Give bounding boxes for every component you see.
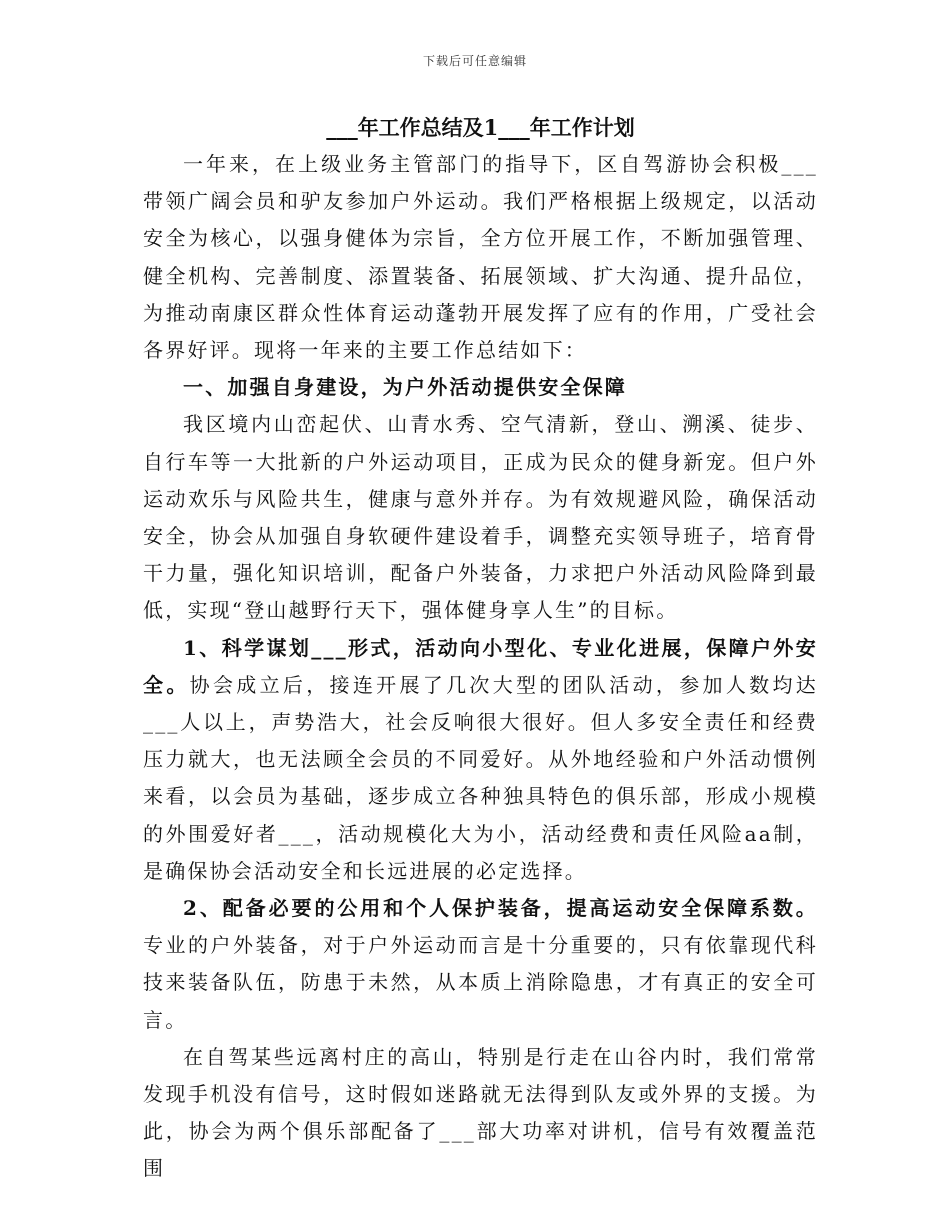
item2-paragraph [143, 890, 818, 1039]
section1-paragraph: 我区境内山峦起伏、山青水秀、空气清新，登山、溯溪、徒步、自行车等一大批新的户外运动项目，正成为民众的健身新宠。但户外运动欢乐与风险共生，健康与意外并存。为有效规避风险，确保活动安全，协会从加强自身软硬件建设着手，调整充实领导班子，培育骨干力量，强化知识培训，配备户外装备，力求把户外活动风险降到最低，实现“登山越野行天下，强体健身享人生”的目标。 [143, 412, 818, 623]
item1-paragraph [143, 630, 818, 890]
last-paragraph: 在自驾某些远离村庄的高山，特别是行走在山谷内时，我们常常发现手机没有信号，这时假如迷路就无法得到队友或外界的支援。为此，协会为两个俱乐部配备了___部大功率对讲机，信号有效覆盖范围 [143, 1044, 818, 1181]
document-title: ___年工作总结及1___年工作计划 [326, 115, 635, 140]
header-note: 下载后可任意编辑 [422, 54, 527, 68]
section1-heading: 一、加强自身建设，为户外活动提供安全保障 [183, 375, 627, 400]
item2-heading: 2、配备必要的公用和个人保护装备，提高运动安全保障系数。 [183, 896, 818, 921]
item1-body: 协会成立后，接连开展了几次大型的团队活动，参加人数均达___人以上，声势浩大，社会反响很大很好。但人多安全责任和经费压力就大，也无法顾全会员的不同爱好。从外地经验和户外活动惯例来看，以会员为基础，逐步成立各种独具特色的俱乐部，形成小规模的外围爱好者___，活动规模化大为小，活动经费和责任风险aa制，是确保协会活动安全和长远进展的必定选择。 [143, 672, 818, 883]
item1-heading: 1、科学谋划___形式，活动向小型化、专业化进展，保障户外安全。 [143, 635, 818, 697]
intro-paragraph: 一年来，在上级业务主管部门的指导下，区自驾游协会积极___带领广阔会员和驴友参加户外运动。我们严格根据上级规定，以活动安全为核心，以强身健体为宗旨，全方位开展工作，不断加强管理、健全机构、完善制度、添置装备、拓展领域、扩大沟通、提升品位，为推动南康区群众性体育运动蓬勃开展发挥了应有的作用，广受社会各界好评。现将一年来的主要工作总结如下： [143, 152, 818, 363]
document-body [143, 110, 818, 1188]
item2-body: 专业的户外装备，对于户外运动而言是十分重要的，只有依靠现代科技来装备队伍，防患于未然，从本质上消除隐患，才有真正的安全可言。 [143, 933, 818, 1032]
